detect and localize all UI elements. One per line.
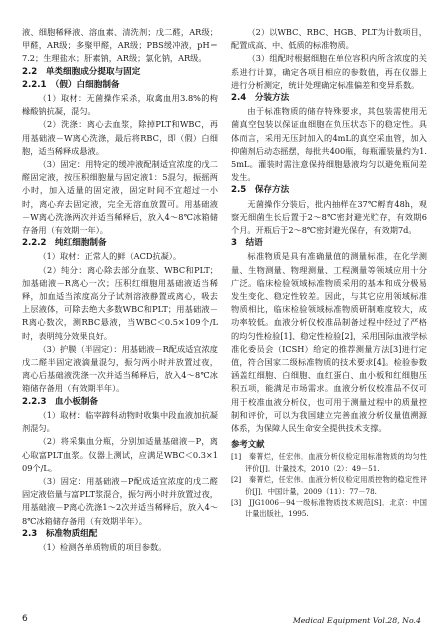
paragraph: （3）护膜（半固定）：用基础液－R配成适宜浓度戊二醛半固定液滴量混匀，振匀两小时并放置过夜，离心后基础液洗涤一次并适当稀释后，放入4～8℃冰箱储存备用（有效期半年）。 xyxy=(22,343,218,394)
left-column xyxy=(22,26,218,554)
paragraph: （1）取材：临宰蹄科动物时收集中段血液加抗凝剂混匀。 xyxy=(22,409,218,434)
references-heading: 参考文献 xyxy=(231,439,265,450)
paragraph: （2）洗涤：离心去血浆，除掉PLT和WBC，再用基础液－W离心洗涤，最后将RBC，即（假）白细胞，适当稀释成悬液。 xyxy=(22,119,218,156)
section-heading: 3 结语 xyxy=(231,238,263,249)
paragraph: 标准物质是具有准确量值的测量标准，在化学测量、生物测量、物理测量、工程测量等领域应用十分广泛。临床检验领域标准物质采用的基本和成分极易发生变化、稳定性较差。因此，与其它应用领域标准物质相比，临床检验领域标准物质研制难度较大，成功率较低。血液分析仪校准品制备过程中经过了严格的均匀性检验[1]、稳定性检验[2]，采用国际血液学标准化委员会（ICSH）给定的推荐测量方法[3]进行定值，符合国家二级标准物质的技术要求[4]。检验参数涵盖红细胞、白细胞、血红蛋白、血小板和红细胞压积五项，能满足市场需求。血液分析仪校准品不仅可用于校准血液分析仪，也可用于测量过程中的质量控制和评价，可以为我国建立完善血液分析仪量值溯源体系，为保障人民生命安全提供技术支撑。 xyxy=(231,251,427,434)
paragraph: （1）取材：正常人的鲜（ACD抗凝）。 xyxy=(38,251,182,262)
paragraph: （2）以WBC、RBC、HGB、PLT为计数项目，配置成高、中、低质的标准物质。 xyxy=(231,27,427,51)
paragraph: （1）取材：无菌操作采杀，取禽血用3.8%的枸橼酸钠抗凝，混匀。 xyxy=(22,93,218,117)
reference-item: [3] JJG1006－94一级标准物质技术规范[S]．北京：中国计量出版社，1995. xyxy=(231,497,427,519)
paragraph: （1）检测各单质物质的项目参数。 xyxy=(38,541,167,552)
paragraph: （3）固定：用基础液－P配成适宜浓度的戊二醛固定液倍量与富PLT浆混合，振匀两小时并放置过夜，用基础液－P离心洗涤1～2次并适当稀释后，放入4～8℃冰箱储存备用（有效期半年）。 xyxy=(22,475,218,526)
page-number: 6 xyxy=(22,614,28,624)
journal-footer: Medical Equipment Vol.28, No.4 xyxy=(292,616,421,625)
section-heading: 2.5 保存方法 xyxy=(231,185,290,196)
references-list xyxy=(231,451,427,519)
section-heading: 2.3 标准物质组配 xyxy=(22,528,98,539)
right-column xyxy=(231,26,427,520)
section-heading: 2.2.1 （假）白细胞制备 xyxy=(22,79,120,90)
right-column-body xyxy=(231,26,427,435)
paragraph: （2）纯分：离心除去部分血浆、WBC和PLT；加基础液－R离心一次；压积红细胞用基础液适当稀释，加血适当浓度高分子试剂溶液静置或离心，吸去上层液体，可除去绝大多数WBC和PLT；用基础液－R离心数次，测RBC悬液，当WBC＜0.5×109个/L时，表明纯分效果良好。 xyxy=(22,264,218,341)
section-heading: 2.4 分装方法 xyxy=(231,93,290,104)
paragraph: 液、细胞稀释液、溶血素、清洗剂；戊二醛，AR级；甲醛，AR级；多聚甲醛，AR级；PBS缓冲液，pH＝7.2；生理盐水；肝素钠，AR级；氯化钠，AR级。 xyxy=(22,27,218,64)
paragraph: （3）组配时根据细胞在单位容积内所含浓度的关系进行计算，确定各项目相应的参数值，再在仪器上进行分析测定，统计处理确定标准偏差和变异系数。 xyxy=(231,53,427,90)
paragraph: （3）固定：用特定的缓冲液配制适宜浓度的戊二醛固定液，按压积细胞量与固定液1：5混匀，振摇两小时，加入适量的固定液，固定时间不宜超过一小时，离心弃去固定液，完全无溶血放置可。用基础液－W离心洗涤两次并适当稀释后，放入4～8℃冰箱储存备用（有效期一年）。 xyxy=(22,159,218,236)
reference-item: [2] 秦菁烂，任宏伟．血液分析仪检定用质控物的稳定性评价[J]．中国计量，2009（11）：77－78. xyxy=(231,475,427,496)
reference-item: [1] 秦菁烂，任宏伟．血液分析仪检定用标准物质的均匀性评价[J]．计量技术，2010（2）：49－51. xyxy=(231,452,427,473)
paragraph: 由于标准物质的储存特殊要求，其包装需使用无菌真空包装以保证血细胞在负压状态下的稳定性。具体而言，采用无压封加入的4mL的真空采血管，加入抑菌剂后动态摇摆，每批共400瓶，每瓶灌装量约为1.5mL。灌装时需注意保持细胞悬液均匀以避免瓶间差发生。 xyxy=(231,106,427,183)
section-heading: 2.2.3 血小板制备 xyxy=(22,396,99,407)
section-heading: 2.2 单类细胞成分提取与固定 xyxy=(22,66,141,77)
paragraph: （2）将采集血分瓶，分别加适量基础液－P，离心取富PLT血浆。仪器上测试，应满足WBC＜0.3×109个/L。 xyxy=(22,436,218,473)
section-heading: 2.2.2 纯红细胞制备 xyxy=(22,238,107,249)
paragraph: 无菌操作分装后，批内抽样在37℃孵育48h，观察无细菌生长后置于2～8℃密封避光贮存，有效期6个月。开瓶后于2～8℃密封避光保存，有效期7d。 xyxy=(231,198,427,236)
